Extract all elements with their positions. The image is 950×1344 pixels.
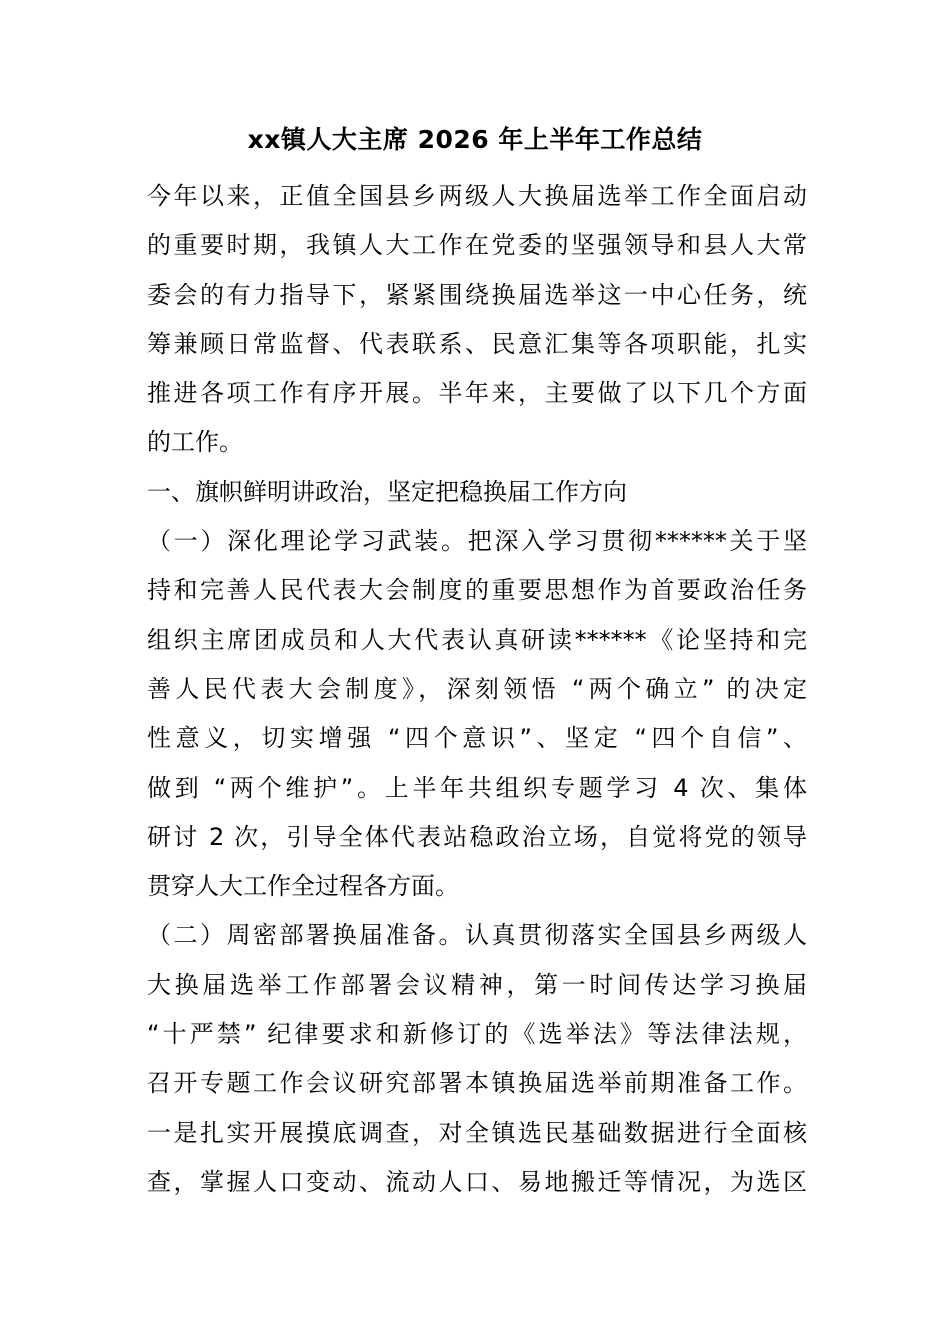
section-heading: 一、旗帜鲜明讲政治，坚定把稳换届工作方向 <box>147 477 627 506</box>
paragraph-line: 贯穿人大工作全过程各方面。 <box>147 872 459 901</box>
paragraph-line: 性意义，切实增强 “四个意识”、坚定 “四个自信”、 <box>147 724 807 753</box>
document-title: xx镇人大主席 2026 年上半年工作总结 <box>247 125 703 154</box>
paragraph-line: 今年以来，正值全国县乡两级人大换届选举工作全面启动 <box>147 182 807 210</box>
paragraph-line: “十严禁” 纪律要求和新修订的《选举法》等法律法规， <box>147 1020 807 1049</box>
document-body <box>147 172 807 1207</box>
paragraph-line: 持和完善人民代表大会制度的重要思想作为首要政治任务 <box>147 576 807 605</box>
paragraph-line: （二）周密部署换届准备。认真贯彻落实全国县乡两级人 <box>147 921 807 950</box>
paragraph-line: （一）深化理论学习武装。把深入学习贯彻******关于坚 <box>147 527 807 556</box>
paragraph-line: 研讨 2 次，引导全体代表站稳政治立场，自觉将党的领导 <box>147 822 807 851</box>
paragraph-line: 组织主席团成员和人大代表认真研读******《论坚持和完 <box>147 625 807 654</box>
paragraph-line: 大换届选举工作部署会议精神，第一时间传达学习换届 <box>147 970 807 999</box>
paragraph-line: 一是扎实开展摸底调查，对全镇选民基础数据进行全面核 <box>147 1118 807 1147</box>
paragraph-line: 推进各项工作有序开展。半年来，主要做了以下几个方面 <box>147 379 807 408</box>
paragraph-line: 做到 “两个维护”。上半年共组织专题学习 4 次、集体 <box>147 773 807 802</box>
paragraph-line: 委会的有力指导下，紧紧围绕换届选举这一中心任务，统 <box>147 280 807 309</box>
paragraph-line: 的工作。 <box>147 428 243 457</box>
paragraph-line: 召开专题工作会议研究部署本镇换届选举前期准备工作。 <box>147 1069 807 1098</box>
paragraph-line: 查，掌握人口变动、流动人口、易地搬迁等情况，为选区 <box>147 1167 807 1196</box>
paragraph-line: 的重要时期，我镇人大工作在党委的坚强领导和县人大常 <box>147 231 807 260</box>
paragraph-line: 筹兼顾日常监督、代表联系、民意汇集等各项职能，扎实 <box>147 329 807 358</box>
paragraph-line: 善人民代表大会制度》，深刻领悟 “两个确立” 的决定 <box>147 674 807 703</box>
